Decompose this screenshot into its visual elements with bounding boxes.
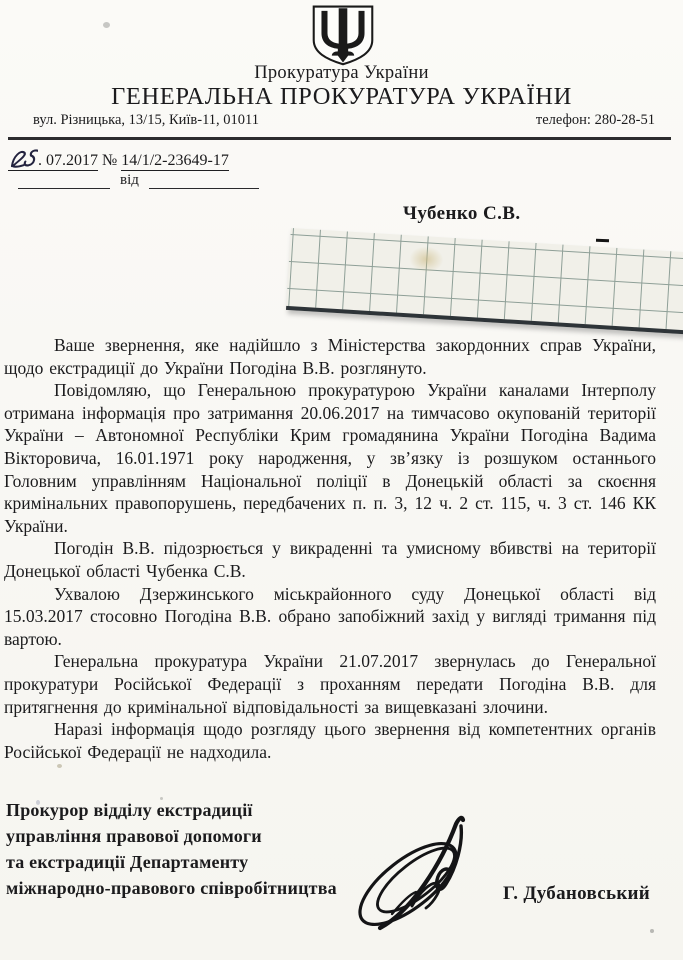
signer-title-line: Прокурор відділу екстрадиції [6, 800, 253, 820]
paragraph: Повідомляю, що Генеральною прокуратурою України каналами Інтерполу отримана інформація про затримання 20.06.2017 на тимчасово окупованій території України – Автономної Республіки Крим громадянина України Погодіна Вадима Вікторовича, 16.01.1971 року народження, у зв’язку із розшуком останнього Головним управлінням Національної поліції в Донецькій області за скоєння кримінальних правопорушень, передбачених п. п. 3, 12 ч. 2 ст. 115, ч. 3 ст. 146 КК України. [4, 380, 656, 536]
paper-stain [409, 245, 445, 273]
ref-number-sign: № [102, 152, 118, 169]
ref-date: . 07.2017 [38, 152, 98, 169]
paragraph: Погодін В.В. підозрюється у викраденні та умисному вбивстві на території Донецької області Чубенка С.В. [4, 538, 656, 581]
handwritten-day-mark [8, 147, 38, 171]
org-address: вул. Різницька, 13/15, Київ-11, 01011 [33, 112, 260, 128]
scan-speck [57, 764, 62, 768]
ukraine-trident-emblem [305, 4, 381, 66]
scan-speck [650, 929, 654, 933]
blank-line [18, 174, 110, 189]
handwritten-signature [346, 810, 510, 942]
signer-name: Г. Дубановський [503, 883, 651, 904]
letter-body [4, 334, 656, 763]
org-subtitle: Прокуратура України [254, 63, 429, 83]
recipient-name: Чубенко С.В. [403, 203, 521, 224]
org-title: ГЕНЕРАЛЬНА ПРОКУРАТУРА УКРАЇНИ [111, 83, 572, 110]
paragraph: Генеральна прокуратура України 21.07.2017 звернулась до Генеральної прокуратури Російської Федерації з проханням передати Погодіна В.В. для притягнення до кримінальної відповідальності за вищевказані злочини. [4, 651, 656, 717]
scan-speck [36, 800, 40, 805]
paragraph: Ухвалою Дзержинського міськрайонного суду Донецької області від 15.03.2017 стосовно Погодіна В.В. обрано запобіжний захід у вигляді тримання під вартою. [4, 583, 656, 649]
address-row [33, 112, 655, 129]
signer-title-line: управління правової допомоги [6, 826, 262, 846]
org-phone: телефон: 280-28-51 [535, 112, 655, 128]
from-label: від [120, 172, 139, 188]
ref-number: 14/1/2-23649-17 [121, 152, 229, 169]
reference-line [8, 147, 229, 171]
scan-speck [103, 22, 110, 28]
signer-title-line: міжнародно-правового співробітництва [6, 878, 337, 898]
paragraph: Ваше звернення, яке надійшло з Міністерства закордонних справ України, щодо екстрадиції до України Погодіна В.В. розглянуто. [4, 335, 656, 378]
reference-from-line [18, 172, 259, 189]
scan-speck [160, 797, 163, 800]
signer-title-line: та екстрадиції Департаменту [6, 852, 249, 872]
taped-grid-paper-redaction [286, 228, 683, 335]
pen-dash-mark [596, 239, 609, 242]
blank-line [149, 174, 259, 189]
header-divider [8, 137, 671, 140]
signer-title-block [6, 797, 337, 901]
paragraph: Наразі інформація щодо розгляду цього звернення від компетентних органів Російської Федерації не надходила. [4, 719, 656, 762]
